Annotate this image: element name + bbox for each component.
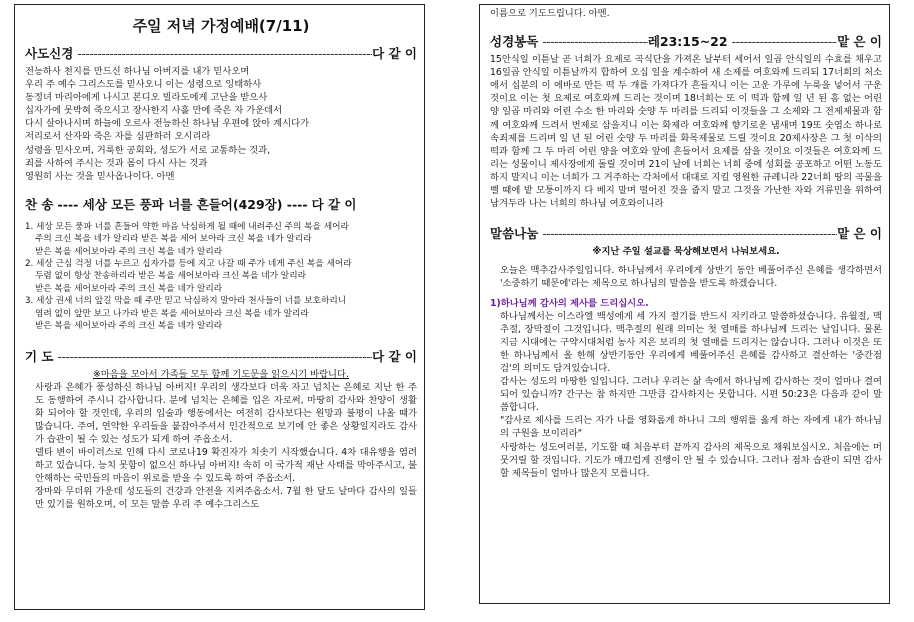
hymn-tag: 다 같 이 <box>311 196 357 212</box>
creed-line: 성령을 믿사오며, 거룩한 공회와, 성도가 서로 교통하는 것과, <box>25 144 271 156</box>
hymn-line: 받은 복을 세어보아라 주의 크신 복을 네가 알리라 <box>35 246 223 257</box>
right-page <box>479 4 890 604</box>
prayer-heading <box>25 347 417 365</box>
creed-line: 동정녀 마리아에게 나시고 본디오 빌라도에게 고난을 받으사 <box>25 92 268 104</box>
creed-line: 전능하사 천지를 만드신 하나님 아버지를 내가 믿사오며 <box>25 66 250 77</box>
hymn-heading-label: 찬 송 <box>25 196 54 212</box>
creed-heading-label: 사도신경 <box>25 46 74 61</box>
sermon-heading-label: 말씀나눔 <box>490 226 539 242</box>
hymn-line: 2. 세상 근심 걱정 너를 누르고 십자가를 등에 지고 나갈 때 주가 네게 주신 복을 세어라 <box>25 259 352 270</box>
creed-line: 다시 살아나시며 하늘에 오르사 전능하신 하나님 우편에 앉아 계시다가 <box>25 118 310 130</box>
creed-line: 우리 주 예수 그리스도를 믿사오니 이는 성령으로 잉태하사 <box>25 79 262 91</box>
creed-heading <box>25 44 417 62</box>
hymn-line: 받은 복을 세어보아라 주의 크신 복을 네가 알리라 <box>35 283 223 294</box>
creed-line: 십자가에 못박혀 죽으시고 장사한지 사흘 만에 죽은 자 가운데서 <box>25 105 283 117</box>
sermon-paragraph: 하나님께서는 이스라엘 백성에게 세 가지 절기를 반드시 지키라고 말씀하셨습니다. 유월절, 맥추절, 장막절이 그것입니다. 맥추절의 원래 의미는 첫 열매를 하나님께 드리는 날입니다. 물론 지금 시대에는 구약시대처럼 농사 지은 보리의 첫 열매를 드리지는 않습니다. 그러나 이것은 또한 하나님께서 올 한해 상반기동안 우리에게 베풀어주신 은혜를 감사하고 결산하는 '중간점검'의 의미도 담겨있습니다. <box>500 310 882 374</box>
hymn-line: 주의 크신 복을 네가 알리라 받은 복을 세어 보아라 크신 복을 네가 알리라 <box>35 234 312 245</box>
hymn-heading <box>25 195 417 213</box>
creed-line: 죄를 사하여 주시는 것과 몸이 다시 사는 것과 <box>25 157 208 169</box>
prayer-paragraph: 사랑과 은혜가 풍성하신 하나님 아버지! 우리의 생각보다 더욱 자고 넘치는 은혜로 지난 한 주도 동행하여 주시니 감사합니다. 분에 넘치는 은혜를 입은 자로써, 마땅히 감사와 찬양이 생활화 되어야 할 것인데, 우리의 입술과 행동에서는 여전히 감사보다는 원망과 불평이 나올 때가 많습니다. 주여, 연약한 우리들을 붙잡아주셔서 인간적으로 보기에 안 좋은 상황일지라도 감사가 습관이 될 수 있는 성도가 되게 하여 주옵소서. <box>35 381 417 445</box>
sermon-tag: 맡 은 이 <box>837 226 882 242</box>
creed-line: 영원히 사는 것을 믿사옵나이다. 아멘 <box>25 170 175 182</box>
scripture-reference: 레23:15~22 <box>647 34 728 50</box>
hymn-lyrics <box>25 221 417 333</box>
hymn-heading-title: ---- 세상 모든 풍파 너를 흔들어(429장) ---- <box>57 196 308 212</box>
prayer-paragraph: 델타 변이 바이러스로 인해 다시 코로나19 확진자가 치솟기 시작했습니다. 4차 대유행을 염려하고 있습니다. 능치 못함이 없으신 하나님 아버지! 속히 이 국가적 재난 사태를 막아주시고, 불안해하는 국민들의 마음이 위로를 받을 수 있도록 하여 주옵소서. <box>35 447 417 485</box>
prayer-paragraph: 장마와 무더위 가운데 성도들의 건강과 안전을 지켜주옵소서. 7월 한 달도 날마다 감사의 일들만 있기를 원하오며, 이 모든 말씀 우리 주 예수그리스도 <box>35 486 417 511</box>
hymn-line: 염려 없이 앞만 보고 나가라 받은 복을 세어보아라 크신 복을 네가 알리라 <box>35 308 309 319</box>
left-page <box>14 4 425 610</box>
sermon-point-heading: 1)하나님께 감사의 제사를 드리십시오. <box>490 297 649 309</box>
prayer-closing: 이름으로 기도드립니다. 아멘. <box>490 8 610 19</box>
hymn-line: 1. 세상 모든 풍파 너를 흔들어 약한 마음 낙심하게 될 때에 내려주신 주의 복을 세어라 <box>25 221 349 232</box>
creed-text <box>25 65 417 183</box>
sermon-paragraph: 사랑하는 성도여러분, 기도할 때 처음부터 끝까지 감사의 제목으로 채워보십시오. 처음에는 머뭇거릴 할 것입니다. 기도가 매끄럽게 진행이 안 될 수 있습니다. 그러나 점차 습관이 되면 감사할 제목들이 얼마나 많은지 모릅니다. <box>500 441 882 479</box>
page-title: 주일 저녁 가정예배(7/11) <box>132 17 310 35</box>
scripture-heading <box>490 32 882 50</box>
creed-line: 저리로서 산자와 죽은 자를 심판하러 오시리라 <box>25 131 211 143</box>
sermon-note: ※지난 주일 설교를 묵상해보면서 나눠보세요. <box>592 246 780 258</box>
prayer-tag: 다 같 이 <box>372 348 417 364</box>
hymn-line: 두렴 없이 항상 찬송하리라 받은 복을 세어보아라 크신 복을 네가 알리라 <box>35 271 306 282</box>
prayer-note: ※마음을 모아서 가족들 모두 함께 기도문을 읽으시기 바랍니다. <box>93 368 349 380</box>
sermon-paragraph: 감사는 성도의 마땅한 일입니다. 그러나 우리는 삶 속에서 하나님께 감사하는 것이 얼마나 결여되어 있습니까? 간구는 참 하지만 그만큼 감사하지는 못합니다. 시편 50:23은 다음과 같이 말씀합니다. <box>500 376 882 414</box>
scripture-tag: 맡 은 이 <box>837 34 882 50</box>
scripture-text: 15안식일 이튿날 곧 너희가 요제로 곡식단을 가져온 날부터 세어서 일곱 안식일의 수효를 채우고 16일곱 안식일 이튿날까지 합하여 오십 일을 계수하여 새 소제를 여호와께 드리되 17너희의 처소에서 십분의 이 에바로 만든 떡 두 개를 가져다가 흔들지니 이는 고운 가루에 누룩을 넣어서 구운 것이요 이는 첫 요제로 여호와께 드리는 것이며 18너희는 또 이 떡과 함께 일 년 된 흠 없는 어린 양 일곱 마리와 어린 수소 한 마리와 숫양 두 마리를 드리되 이것들을 그 소제와 그 전제제물과 함께 여호와께 드려서 번제로 삼을지니 이는 화제라 여호와께 향기로운 냄새며 19또 숫염소 하나로 속죄제를 드리며 일 년 된 어린 숫양 두 마리를 화목제물로 드릴 것이요 20제사장은 그 첫 이삭의 떡과 함께 그 두 마리 어린 양을 여호와 앞에 흔들어서 요제를 삼을 것이요 이것들은 여호와께 드리는 성물이니 제사장에게 돌릴 것이며 21이 날에 너희는 너희 중에 성회를 공포하고 어떤 노동도 하지 말지니 이는 너희가 그 거주하는 각처에서 대대로 지킬 영원한 규례니라 22너희 땅의 곡물을 벨 때에 밭 모퉁이까지 다 베지 말며 떨어진 것을 줍지 말고 그것을 가난한 자와 거류민을 위하여 남겨두라 나는 너희의 하나님 여호와이니라 <box>490 54 882 210</box>
creed-tag: 다 같 이 <box>372 46 417 61</box>
sermon-heading <box>490 224 882 242</box>
sermon-intro: 오늘은 맥추감사주일입니다. 하나님께서 우리에게 상반기 동안 베풀어주신 은혜를 생각하면서 '소중하기 때문에'라는 제목으로 하나님의 말씀을 받도록 하겠습니다. <box>500 265 882 290</box>
hymn-line: 3. 세상 권세 너의 앞길 막을 때 주만 믿고 낙심하지 말아라 천사들이 너를 보호하리니 <box>25 296 347 307</box>
sermon-quote: "감사로 제사를 드리는 자가 나를 영화롭게 하나니 그의 행위를 옳게 하는 자에게 내가 하나님의 구원을 보이리라" <box>500 415 882 440</box>
hymn-line: 받은 복을 세어보아라 주의 크신 복을 네가 알리라 <box>35 321 223 332</box>
scripture-heading-label: 성경봉독 <box>490 34 539 50</box>
prayer-heading-label: 기 도 <box>25 348 54 364</box>
